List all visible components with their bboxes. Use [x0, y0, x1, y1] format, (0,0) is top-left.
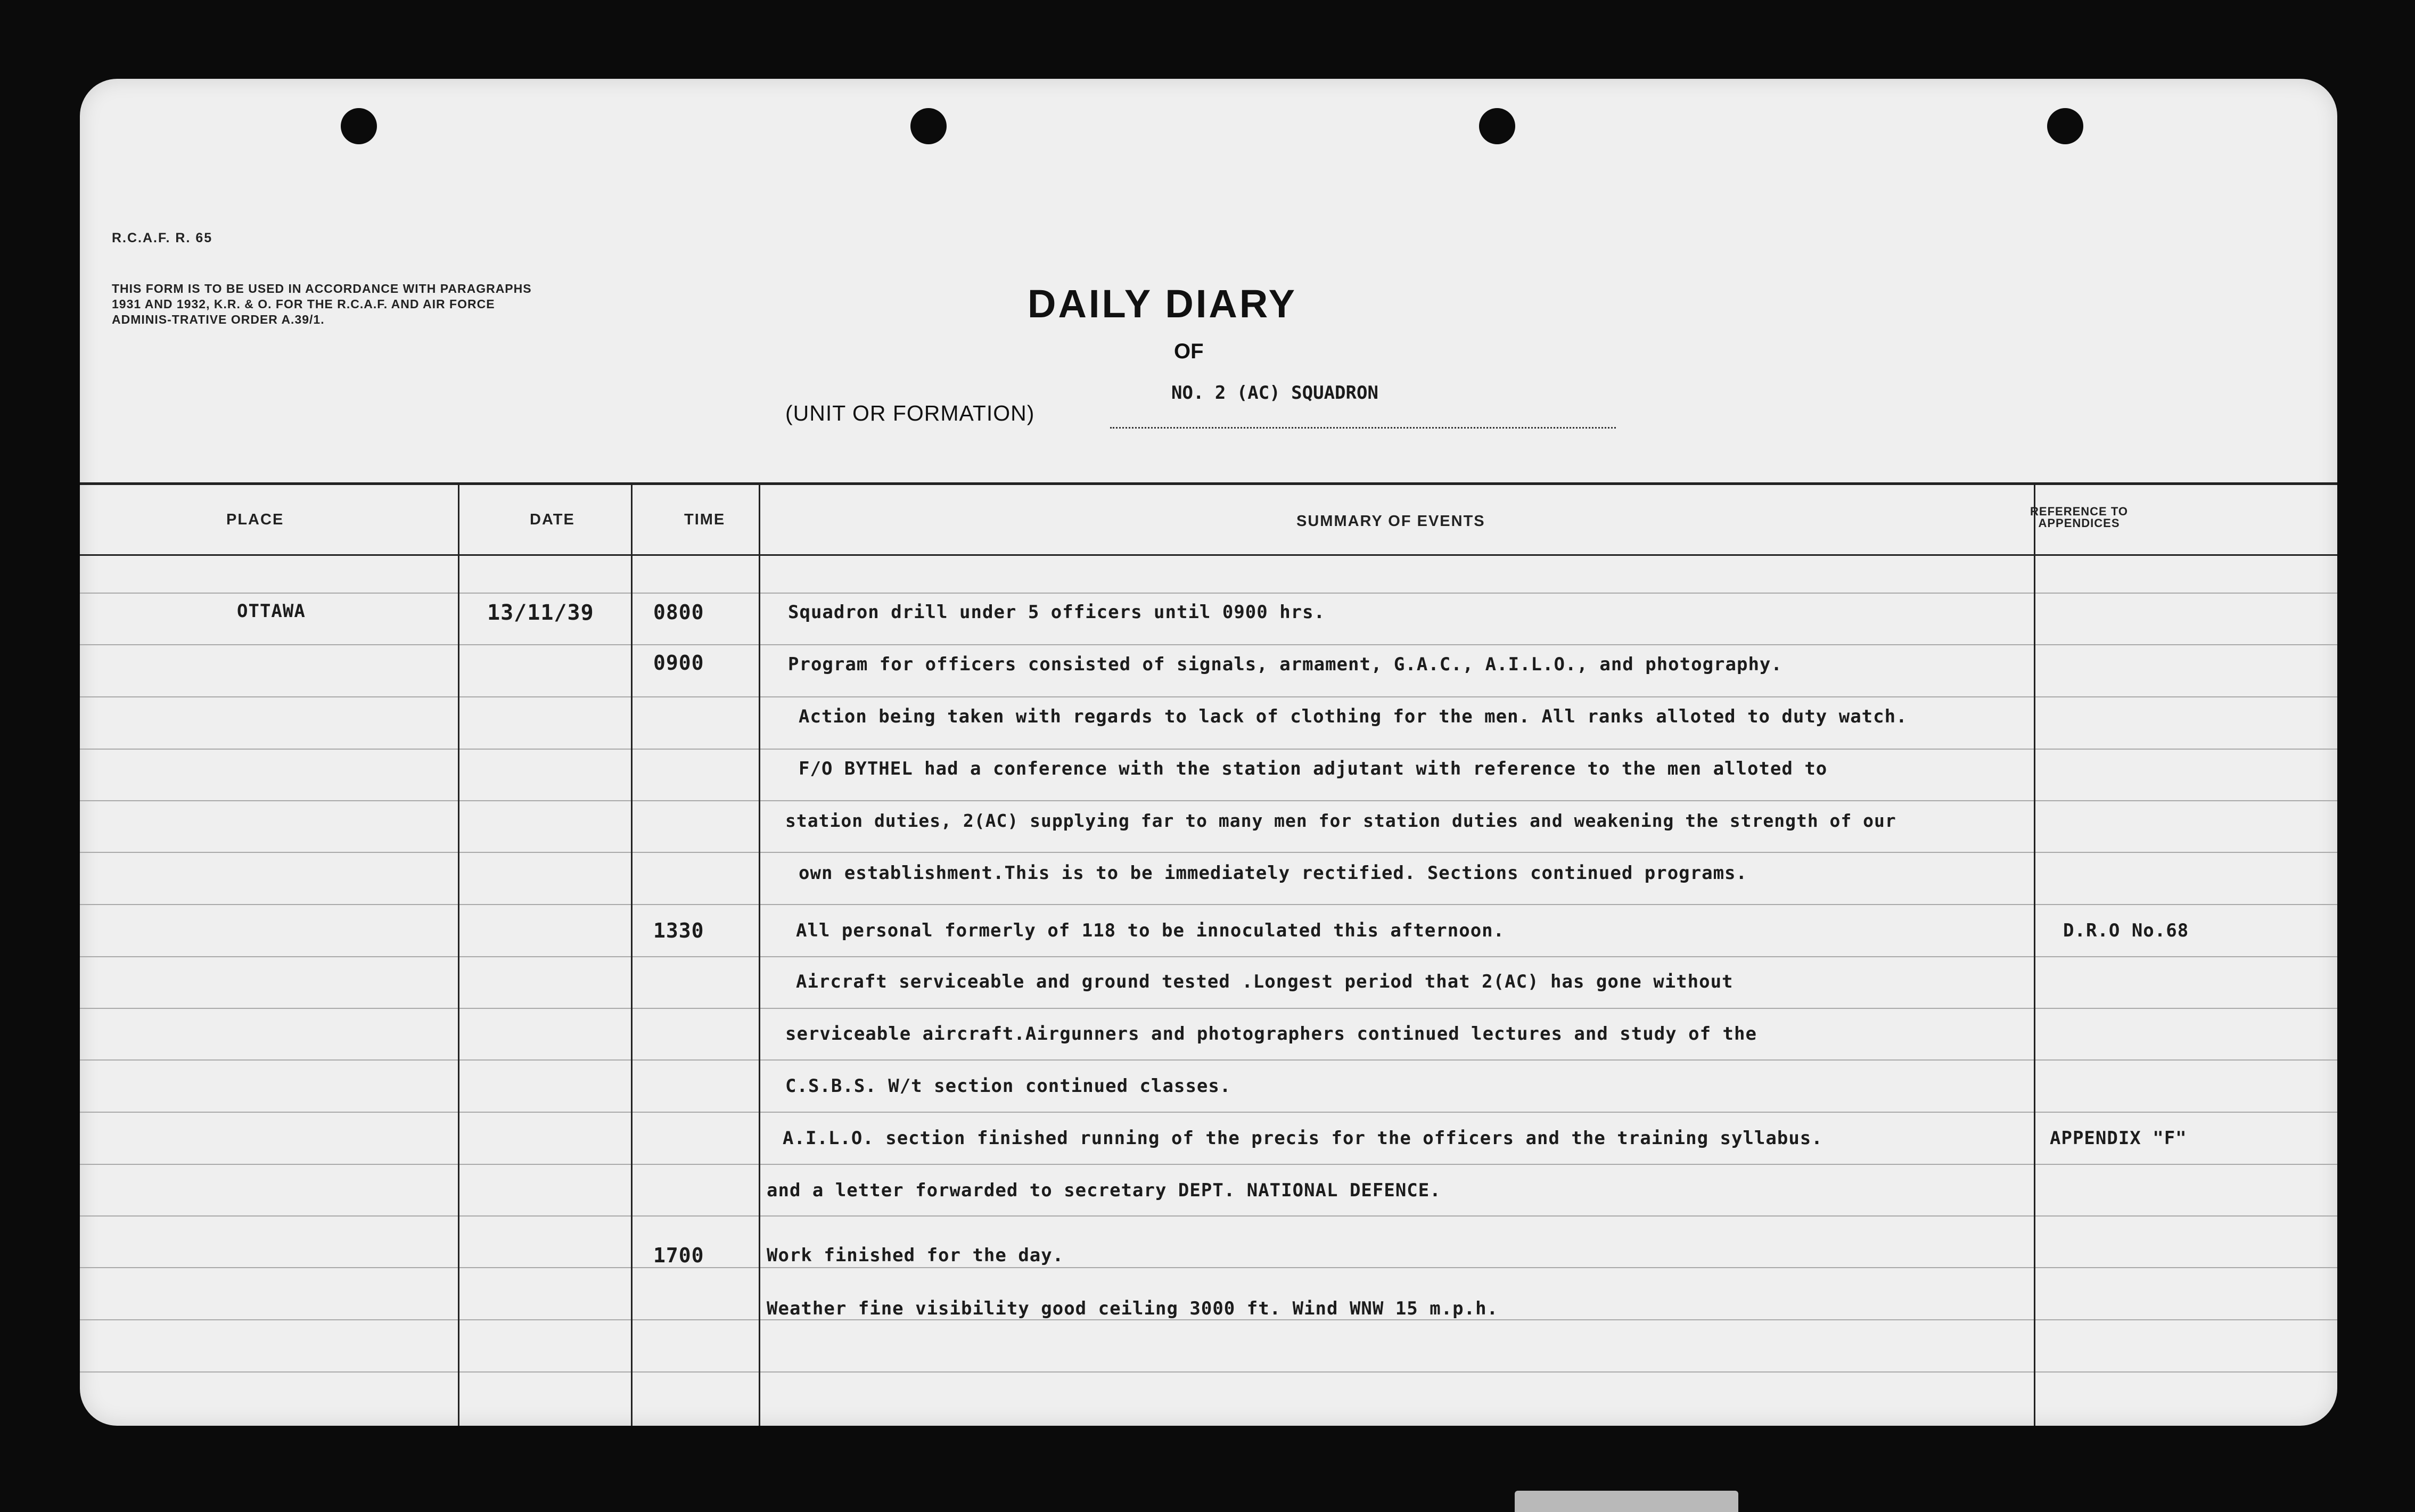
punch-hole — [910, 108, 947, 144]
entry-time: 1700 — [653, 1244, 704, 1267]
summary-line: Aircraft serviceable and ground tested .Longest period that 2(AC) has gone without — [796, 971, 1734, 992]
appendix-reference: D.R.O No.68 — [2063, 920, 2189, 941]
summary-line: All personal formerly of 118 to be innoculated this afternoon. — [796, 920, 1505, 941]
entry-time: 1330 — [653, 919, 704, 942]
page-title: DAILY DIARY — [1028, 282, 1297, 326]
column-divider — [631, 482, 632, 1426]
ruled-line — [80, 852, 2337, 853]
column-header-time: TIME — [684, 511, 726, 528]
form-id: R.C.A.F. R. 65 — [112, 231, 213, 245]
ruled-line — [80, 1215, 2337, 1217]
unit-value: NO. 2 (AC) SQUADRON — [1171, 382, 1378, 404]
ruled-line — [80, 1319, 2337, 1320]
entry-time: 0800 — [653, 601, 704, 624]
ruled-line — [80, 1112, 2337, 1113]
column-divider — [2034, 482, 2035, 1426]
entry-date: 13/11/39 — [487, 601, 594, 625]
summary-line: own establishment.This is to be immediately rectified. Sections continued programs. — [799, 862, 1747, 884]
column-header-summary: SUMMARY OF EVENTS — [1296, 513, 1485, 530]
summary-line: serviceable aircraft.Airgunners and photographers continued lectures and study of the — [785, 1023, 1757, 1045]
punch-hole — [341, 108, 377, 144]
ruled-line — [80, 1371, 2337, 1373]
header-bottom-border — [80, 554, 2337, 556]
ruled-line — [80, 1059, 2337, 1061]
card-tab — [1515, 1491, 1738, 1512]
summary-line: F/O BYTHEL had a conference with the station adjutant with reference to the men alloted to — [799, 758, 1828, 779]
summary-line: A.I.L.O. section finished running of the precis for the officers and the training syllabus. — [783, 1128, 1823, 1149]
summary-line: Action being taken with regards to lack of clothing for the men. All ranks alloted to duty watch. — [799, 706, 1908, 727]
ruled-line — [80, 1008, 2337, 1009]
diary-card — [80, 79, 2337, 1426]
summary-line: Work finished for the day. — [767, 1245, 1064, 1266]
appendix-reference: APPENDIX "F" — [2050, 1128, 2187, 1149]
entry-time: 0900 — [653, 651, 704, 675]
form-instructions: THIS FORM IS TO BE USED IN ACCORDANCE WITH PARAGRAPHS 1931 AND 1932, K.R. & O. FOR THE R.C.A.F. AND AIR FORCE ADMINIS-TRATIVE ORDER A.39/1. — [112, 282, 532, 326]
ruled-line — [80, 1267, 2337, 1268]
ruled-line — [80, 593, 2337, 594]
column-divider — [759, 482, 760, 1426]
ruled-line — [80, 696, 2337, 697]
summary-line: Program for officers consisted of signals, armament, G.A.C., A.I.L.O., and photography. — [788, 654, 1782, 675]
column-header-reference: REFERENCE TO APPENDICES — [2030, 505, 2128, 530]
unit-underline — [1110, 427, 1616, 429]
ruled-line — [80, 800, 2337, 801]
table-top-border — [80, 482, 2337, 485]
ruled-line — [80, 644, 2337, 645]
summary-line: C.S.B.S. W/t section continued classes. — [785, 1075, 1231, 1097]
ruled-line — [80, 904, 2337, 905]
title-of: OF — [1174, 340, 1204, 363]
punch-hole — [2047, 108, 2083, 144]
punch-hole — [1479, 108, 1515, 144]
ruled-line — [80, 1164, 2337, 1165]
ruled-line — [80, 749, 2337, 750]
column-divider — [458, 482, 459, 1426]
column-header-place: PLACE — [226, 511, 284, 528]
summary-line: station duties, 2(AC) supplying far to many men for station duties and weakening the strength of our — [785, 810, 1896, 831]
unit-label: (UNIT OR FORMATION) — [785, 401, 1035, 425]
summary-line: Squadron drill under 5 officers until 0900 hrs. — [788, 602, 1326, 623]
ruled-line — [80, 956, 2337, 957]
entry-place: OTTAWA — [237, 601, 306, 622]
summary-line: Weather fine visibility good ceiling 3000 ft. Wind WNW 15 m.p.h. — [767, 1298, 1499, 1319]
column-header-date: DATE — [530, 511, 575, 528]
summary-line: and a letter forwarded to secretary DEPT. NATIONAL DEFENCE. — [767, 1180, 1441, 1201]
